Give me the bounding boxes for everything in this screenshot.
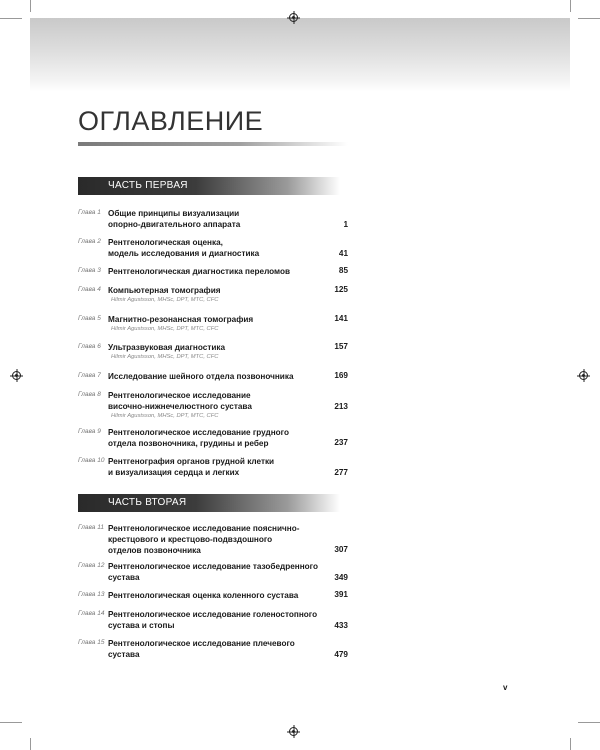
entry-title: Рентгенологическая диагностика переломов xyxy=(108,267,291,276)
page-number: 85 xyxy=(338,266,348,275)
chapter-label: Глава 15 xyxy=(78,639,105,646)
toc-entry xyxy=(78,427,348,449)
toc-entry xyxy=(78,371,348,382)
entry-title: Рентгенологическое исследование височно-нижнечелюстного сустава xyxy=(108,391,252,411)
toc-entry xyxy=(78,390,348,420)
chapter-label: Глава 11 xyxy=(78,524,104,531)
entry-title: Рентгенологическая оценка, модель исследования и диагностика xyxy=(108,238,260,258)
entry-title: Рентгенологическая оценка коленного сустава xyxy=(108,591,299,600)
crop-mark xyxy=(30,738,31,750)
author-credit: Hilmir Agustsson, MHSc, DPT, MTC, CFC xyxy=(111,326,219,332)
chapter-label: Глава 3 xyxy=(78,267,101,274)
crop-mark xyxy=(578,722,600,723)
part-header xyxy=(78,494,340,512)
entry-title: Рентгенологическое исследование тазобедренного сустава xyxy=(108,562,318,582)
chapter-label: Глава 8 xyxy=(78,391,101,398)
page-number: 1 xyxy=(343,220,348,229)
chapter-label: Глава 9 xyxy=(78,428,101,435)
toc-entry xyxy=(78,342,348,361)
toc-entry xyxy=(78,523,348,556)
registration-mark-left xyxy=(12,371,21,380)
header-gradient-band xyxy=(30,18,570,92)
page-title: ОГЛАВЛЕНИЕ xyxy=(78,106,264,136)
entry-title: Рентгенологическое исследование грудного отдела позвоночника, грудины и ребер xyxy=(108,428,289,448)
crop-mark xyxy=(578,18,600,19)
chapter-label: Глава 7 xyxy=(78,372,101,379)
author-credit: Hilmir Agustsson, MHSc, DPT, MTC, CFC xyxy=(111,413,219,419)
page-number: 157 xyxy=(334,342,348,351)
page-number: 237 xyxy=(334,438,348,447)
toc-entry xyxy=(78,285,348,304)
chapter-label: Глава 10 xyxy=(78,457,105,464)
entry-title: Общие принципы визуализации опорно-двигательного аппарата xyxy=(108,209,241,229)
author-credit: Hilmir Agustsson, MHSc, DPT, MTC, CFC xyxy=(111,297,219,303)
chapter-label: Глава 2 xyxy=(78,238,101,245)
chapter-label: Глава 12 xyxy=(78,562,105,569)
page-number: 479 xyxy=(334,650,348,659)
entry-title: Рентгенологическое исследование голеностопного сустава и стопы xyxy=(108,610,318,630)
crop-mark xyxy=(0,722,22,723)
toc-entry xyxy=(78,590,348,601)
toc-entry xyxy=(78,561,348,583)
chapter-label: Глава 4 xyxy=(78,286,101,293)
chapter-label: Глава 13 xyxy=(78,591,105,598)
chapter-label: Глава 5 xyxy=(78,315,101,322)
folio-page-number: v xyxy=(503,683,508,692)
part-label: ЧАСТЬ ВТОРАЯ xyxy=(108,497,187,508)
page-number: 169 xyxy=(334,371,348,380)
crop-mark xyxy=(0,18,22,19)
toc-entry xyxy=(78,456,348,478)
page-number: 213 xyxy=(334,402,348,411)
page-number: 141 xyxy=(334,314,348,323)
page-number: 391 xyxy=(334,590,348,599)
registration-mark-right xyxy=(579,371,588,380)
toc-entry xyxy=(78,208,348,230)
crop-mark xyxy=(30,0,31,12)
page-number: 433 xyxy=(334,621,348,630)
page-number: 277 xyxy=(334,468,348,477)
page-number: 307 xyxy=(334,545,348,554)
entry-title: Рентгенологическое исследование пояснично- крестцового и крестцово-подвздошного отделов позвоночника xyxy=(108,524,300,555)
registration-mark-top xyxy=(289,13,298,22)
page-number: 349 xyxy=(334,573,348,582)
part-label: ЧАСТЬ ПЕРВАЯ xyxy=(108,180,188,191)
toc-entry xyxy=(78,638,348,660)
entry-title: Магнитно-резонансная томография xyxy=(108,315,254,324)
chapter-label: Глава 1 xyxy=(78,209,101,216)
toc-entry xyxy=(78,266,348,277)
toc-entry xyxy=(78,609,348,631)
entry-title: Компьютерная томография xyxy=(108,286,221,295)
part-header xyxy=(78,177,340,195)
page-number: 125 xyxy=(334,285,348,294)
entry-title: Ультразвуковая диагностика xyxy=(108,343,226,352)
crop-mark xyxy=(570,0,571,12)
title-underline xyxy=(78,142,348,146)
entry-title: Рентгенография органов грудной клетки и визуализация сердца и легких xyxy=(108,457,275,477)
entry-title: Рентгенологическое исследование плечевого сустава xyxy=(108,639,295,659)
crop-mark xyxy=(570,738,571,750)
toc-entry xyxy=(78,237,348,259)
chapter-label: Глава 14 xyxy=(78,610,105,617)
toc-entry xyxy=(78,314,348,333)
page-number: 41 xyxy=(338,249,348,258)
registration-mark-bottom xyxy=(289,727,298,736)
chapter-label: Глава 6 xyxy=(78,343,101,350)
author-credit: Hilmir Agustsson, MHSc, DPT, MTC, CFC xyxy=(111,354,219,360)
entry-title: Исследование шейного отдела позвоночника xyxy=(108,372,294,381)
